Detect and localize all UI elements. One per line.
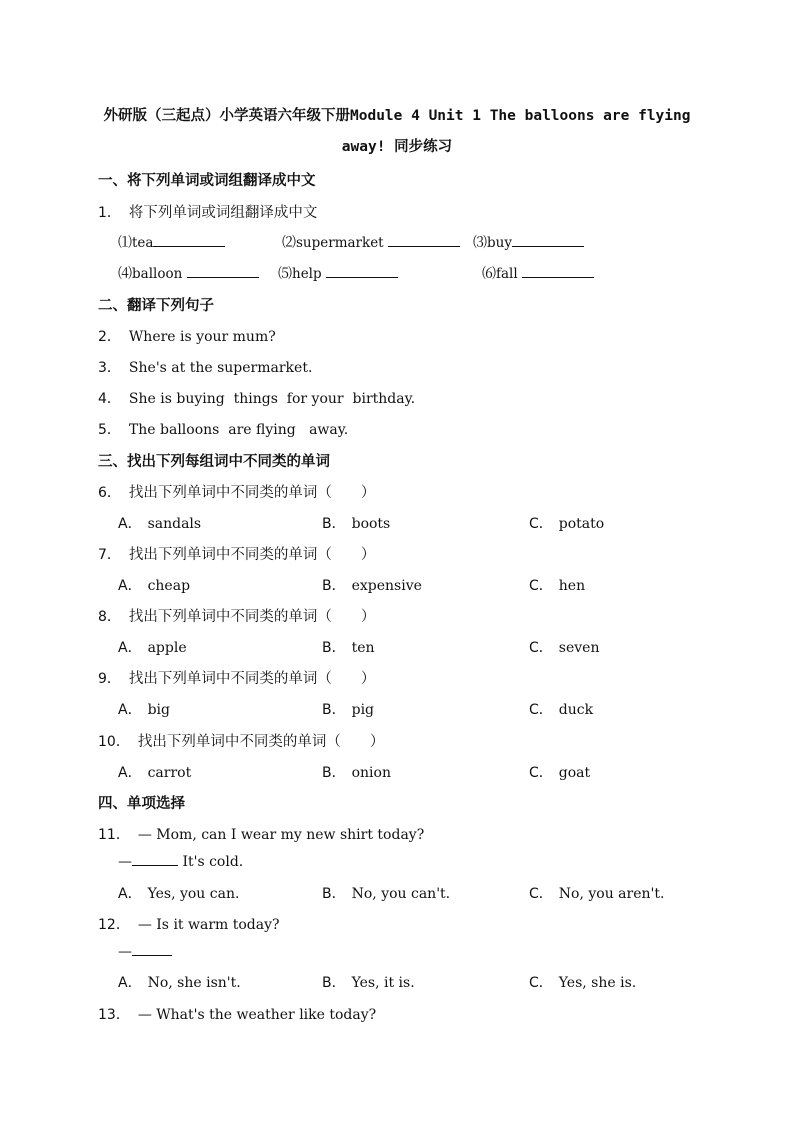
question-10 <box>98 730 384 751</box>
question-text: 找出下列单词中不同类的单词（ ） <box>128 547 376 563</box>
vocab-item-6 <box>482 263 594 283</box>
option-c[interactable] <box>529 883 664 903</box>
question-2 <box>98 326 276 346</box>
question-6 <box>98 481 375 502</box>
question-text: 将下列单词或词组翻译成中文 <box>128 205 318 221</box>
reply-line <box>118 854 243 870</box>
option-letter: C． <box>529 516 553 532</box>
option-text: onion <box>351 765 391 781</box>
answer-blank[interactable] <box>132 954 172 956</box>
option-letter: C． <box>529 886 553 902</box>
option-text: Yes, it is. <box>351 975 415 991</box>
vocab-word: fall <box>496 266 522 282</box>
option-text: ten <box>351 640 375 656</box>
option-text: apple <box>147 640 187 656</box>
question-text: — What's the weather like today? <box>137 1007 377 1023</box>
vocab-word: buy <box>487 235 512 251</box>
option-text: No, she isn't. <box>147 975 241 991</box>
question-1 <box>98 201 317 222</box>
option-c[interactable] <box>529 637 599 657</box>
vocab-index: ⑶ <box>473 235 487 251</box>
vocab-index: ⑷ <box>118 266 132 282</box>
section-heading-2: 二、翻译下列句子 <box>98 298 214 314</box>
option-a[interactable] <box>118 883 239 903</box>
option-letter: B． <box>322 516 346 532</box>
option-b[interactable] <box>322 513 390 533</box>
question-number: 1． <box>98 205 121 221</box>
answer-blank[interactable] <box>132 864 178 866</box>
question-number: 4． <box>98 391 121 407</box>
section-heading-4: 四、单项选择 <box>98 796 185 812</box>
option-c[interactable] <box>529 575 585 595</box>
reply-text: It's cold. <box>182 854 244 870</box>
option-a[interactable] <box>118 699 170 719</box>
question-7 <box>98 543 375 564</box>
worksheet-title-line2: away! 同步练习 <box>341 139 453 155</box>
question-number: 8． <box>98 609 121 625</box>
question-5 <box>98 419 348 439</box>
vocab-word: supermarket <box>296 235 388 251</box>
question-9 <box>98 667 375 688</box>
dash: — <box>118 854 132 870</box>
option-text: goat <box>558 765 591 781</box>
option-text: hen <box>558 578 586 594</box>
answer-blank[interactable] <box>512 245 584 247</box>
option-a[interactable] <box>118 762 191 782</box>
option-c[interactable] <box>529 513 604 533</box>
question-text: 找出下列单词中不同类的单词（ ） <box>128 609 376 625</box>
option-c[interactable] <box>529 762 590 782</box>
vocab-word: tea <box>132 235 154 251</box>
question-number: 7． <box>98 547 121 563</box>
vocab-index: ⑵ <box>282 235 296 251</box>
option-letter: A． <box>118 765 142 781</box>
vocab-item-3 <box>473 232 584 252</box>
option-letter: A． <box>118 640 142 656</box>
question-number: 5． <box>98 422 121 438</box>
option-letter: A． <box>118 516 142 532</box>
option-letter: C． <box>529 765 553 781</box>
dash: — <box>118 944 132 960</box>
option-text: No, you aren't. <box>558 886 665 902</box>
option-text: big <box>147 702 170 718</box>
option-text: carrot <box>147 765 192 781</box>
vocab-item-1 <box>118 232 225 252</box>
option-b[interactable] <box>322 699 374 719</box>
option-a[interactable] <box>118 513 201 533</box>
option-text: potato <box>558 516 605 532</box>
option-b[interactable] <box>322 883 450 903</box>
sentence-text: Where is your mum? <box>128 329 276 345</box>
option-letter: A． <box>118 975 142 991</box>
sentence-text: The balloons are flying away. <box>128 422 349 438</box>
sentence-text: She's at the supermarket. <box>128 360 313 376</box>
option-text: seven <box>558 640 600 656</box>
option-letter: A． <box>118 578 142 594</box>
option-text: duck <box>558 702 594 718</box>
option-c[interactable] <box>529 972 636 992</box>
answer-blank[interactable] <box>153 245 225 247</box>
option-letter: B． <box>322 886 346 902</box>
reply-line <box>118 944 172 960</box>
option-text: cheap <box>147 578 191 594</box>
option-a[interactable] <box>118 637 187 657</box>
question-text: 找出下列单词中不同类的单词（ ） <box>137 734 385 750</box>
option-letter: B． <box>322 765 346 781</box>
section-heading-3: 三、找出下列每组词中不同类的单词 <box>98 454 330 470</box>
option-a[interactable] <box>118 575 190 595</box>
question-number: 2． <box>98 329 121 345</box>
question-text: — Mom, can I wear my new shirt today? <box>137 827 425 843</box>
vocab-index: ⑴ <box>118 235 132 251</box>
vocab-item-5 <box>278 263 398 283</box>
question-number: 9． <box>98 671 121 687</box>
option-letter: C． <box>529 702 553 718</box>
option-text: pig <box>351 702 375 718</box>
option-c[interactable] <box>529 699 593 719</box>
sentence-text: She is buying things for your birthday. <box>128 391 416 407</box>
option-letter: B． <box>322 640 346 656</box>
option-b[interactable] <box>322 637 375 657</box>
option-text: No, you can't. <box>351 886 451 902</box>
vocab-item-2 <box>282 232 460 252</box>
question-text: 找出下列单词中不同类的单词（ ） <box>128 485 376 501</box>
option-letter: B． <box>322 578 346 594</box>
option-b[interactable] <box>322 972 415 992</box>
question-12 <box>98 914 280 934</box>
vocab-index: ⑸ <box>278 266 292 282</box>
question-number: 12． <box>98 917 130 933</box>
question-text: 找出下列单词中不同类的单词（ ） <box>128 671 376 687</box>
question-13 <box>98 1004 376 1024</box>
answer-blank[interactable] <box>326 276 398 278</box>
question-11 <box>98 824 424 844</box>
question-4 <box>98 388 415 408</box>
vocab-word: balloon <box>132 266 187 282</box>
option-text: Yes, she is. <box>558 975 637 991</box>
vocab-word: help <box>292 266 326 282</box>
question-number: 10． <box>98 734 130 750</box>
option-text: sandals <box>147 516 202 532</box>
question-text: — Is it warm today? <box>137 917 280 933</box>
answer-blank[interactable] <box>522 276 594 278</box>
vocab-index: ⑹ <box>482 266 496 282</box>
option-letter: A． <box>118 886 142 902</box>
option-b[interactable] <box>322 575 422 595</box>
option-a[interactable] <box>118 972 241 992</box>
option-text: expensive <box>351 578 422 594</box>
answer-blank[interactable] <box>187 276 259 278</box>
option-b[interactable] <box>322 762 391 782</box>
option-letter: B． <box>322 975 346 991</box>
option-text: boots <box>351 516 391 532</box>
vocab-item-4 <box>118 263 259 283</box>
answer-blank[interactable] <box>388 245 460 247</box>
option-text: Yes, you can. <box>147 886 240 902</box>
option-letter: C． <box>529 975 553 991</box>
question-number: 11． <box>98 827 130 843</box>
option-letter: C． <box>529 640 553 656</box>
question-3 <box>98 357 312 377</box>
option-letter: C． <box>529 578 553 594</box>
worksheet-title-line1: 外研版（三起点）小学英语六年级下册Module 4 Unit 1 The balloons are flying <box>103 108 691 124</box>
option-letter: B． <box>322 702 346 718</box>
option-letter: A． <box>118 702 142 718</box>
question-number: 13． <box>98 1007 130 1023</box>
question-8 <box>98 605 375 626</box>
question-number: 3． <box>98 360 121 376</box>
section-heading-1: 一、将下列单词或词组翻译成中文 <box>98 173 316 189</box>
question-number: 6． <box>98 485 121 501</box>
